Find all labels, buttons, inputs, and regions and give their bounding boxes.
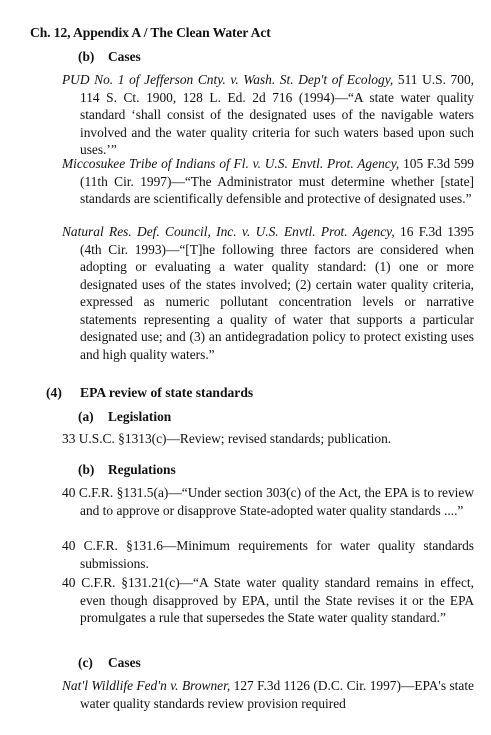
section-a-legislation-heading <box>78 408 171 426</box>
legislation-entry: 33 U.S.C. §1313(c)—Review; revised standards; publication. <box>62 431 392 446</box>
regulation-entry-131-5: 40 C.F.R. §131.5(a)—“Under section 303(c) of the Act, the EPA is to review and to approve or disapprove State-adopted water quality standards ....” <box>62 485 474 518</box>
case-body: 16 F.3d 1395 (4th Cir. 1993)—“[T]he following three factors are considered when adopting or evaluating a water quality standard: (1) one or more designated uses of the states involved; (2) certain water quality criteria, expressed as numeric pollutant concentration levels or narrative statements representing a quality of water that supports a particular designated use; and (3) an antidegradation policy to protect existing uses and high quality waters.” <box>80 224 474 362</box>
case-body: 127 F.3d 1126 (D.C. Cir. 1997)—EPA's state water quality standards review provision required <box>80 678 474 711</box>
section-c-cases-heading <box>78 654 141 672</box>
section-b-cases-title: Cases <box>108 49 141 64</box>
case-title: Natural Res. Def. Council, Inc. v. U.S. Envtl. Prot. Agency, <box>62 224 395 239</box>
section-4-number: (4) <box>46 385 62 400</box>
page-header: Ch. 12, Appendix A / The Clean Water Act <box>30 25 271 40</box>
section-b-regulations-title: Regulations <box>108 462 176 477</box>
regulation-entry-131-21: 40 C.F.R. §131.21(c)—“A State water quality standard remains in effect, even though disapproved by EPA, until the State revises it or the EPA promulgates a rule that supersedes the State water quality standard.” <box>62 575 474 625</box>
case-entry-miccosukee <box>62 155 474 208</box>
case-entry-nwf <box>62 677 474 712</box>
case-title: PUD No. 1 of Jefferson Cnty. v. Wash. St. Dep't of Ecology, <box>62 72 394 87</box>
case-entry-pud <box>62 71 474 159</box>
section-b-cases-number: (b) <box>78 49 95 64</box>
case-title: Nat'l Wildlife Fed'n v. Browner, <box>62 678 231 693</box>
section-a-number: (a) <box>78 409 94 424</box>
section-b-regulations-number: (b) <box>78 462 95 477</box>
section-b-cases-heading <box>78 48 141 66</box>
section-4-heading <box>46 384 253 402</box>
case-body: 105 F.3d 599 (11th Cir. 1997)—“The Administrator must determine whether [state] standards are scientifically defensible and protective of designated uses.” <box>80 156 474 206</box>
regulation-entry-131-6: 40 C.F.R. §131.6—Minimum requirements for water quality standards submissions. <box>62 538 474 571</box>
section-a-title: Legislation <box>108 409 172 424</box>
section-c-cases-title: Cases <box>108 655 141 670</box>
section-b-regulations-heading <box>78 461 176 479</box>
case-title: Miccosukee Tribe of Indians of Fl. v. U.S. Envtl. Prot. Agency, <box>62 156 400 171</box>
case-body: 511 U.S. 700, 114 S. Ct. 1900, 128 L. Ed. 2d 716 (1994)—“A state water quality standard ‘shall consist of the designated uses of the navigable waters involved and the water quality criteria for such waters based upon such uses.’” <box>80 72 474 157</box>
section-4-title: EPA review of state standards <box>80 385 254 400</box>
section-c-cases-number: (c) <box>78 655 93 670</box>
case-entry-nrdc <box>62 223 474 363</box>
